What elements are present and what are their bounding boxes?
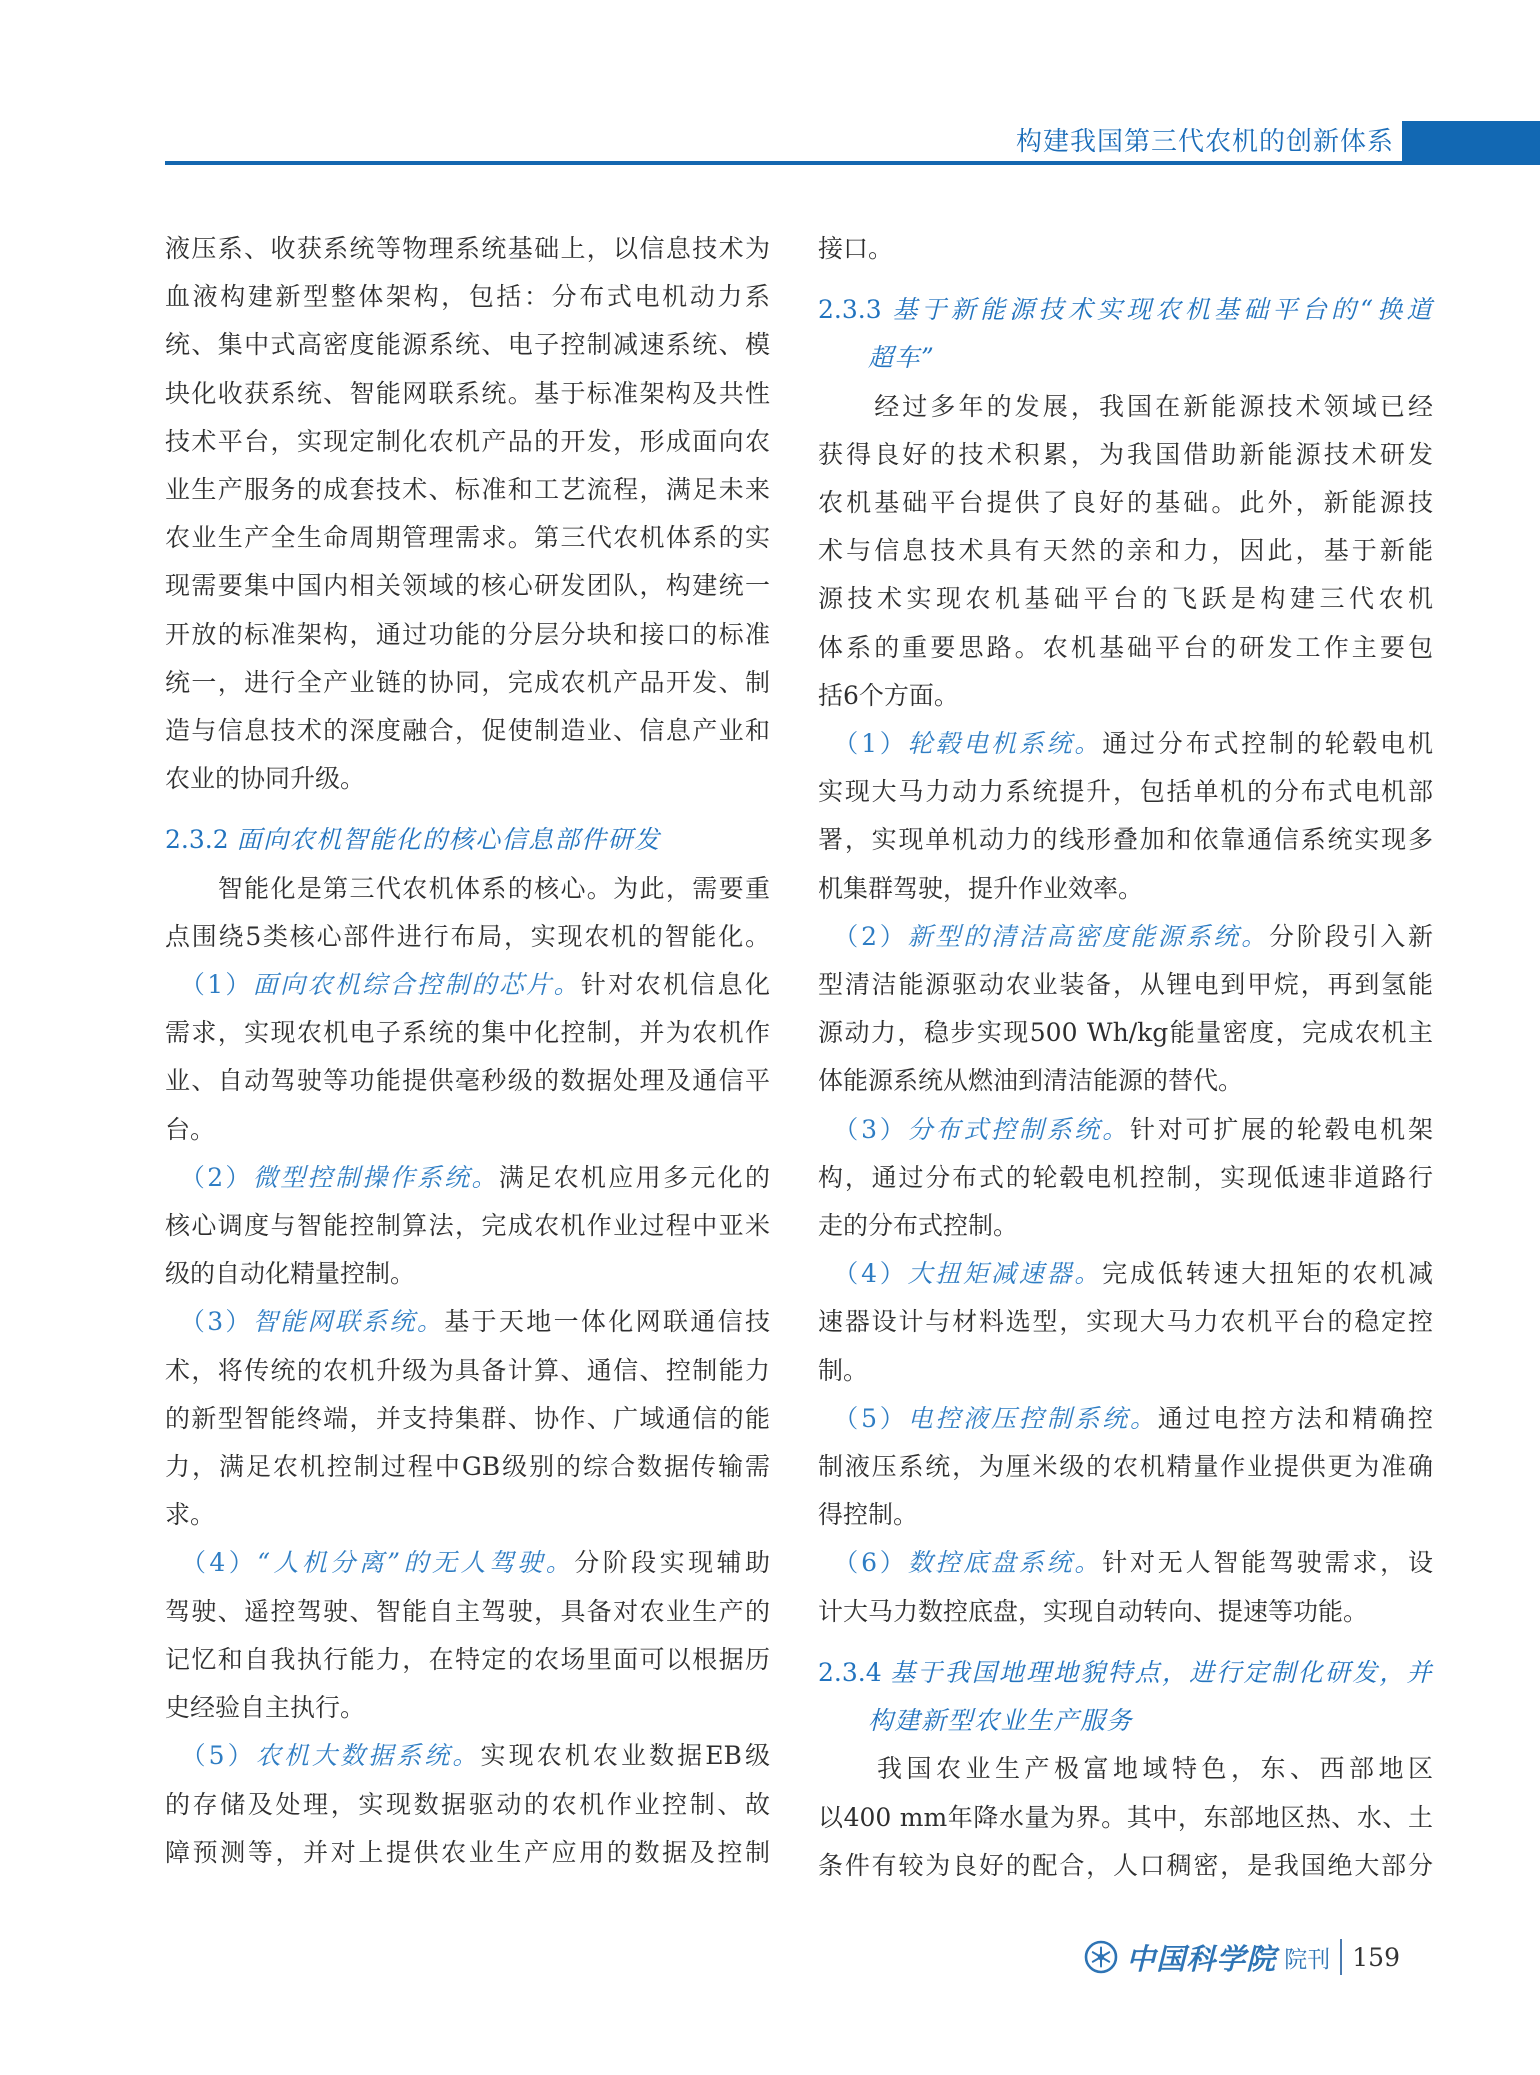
text-line	[165, 659, 770, 707]
body-text-segment: 造与信息技术的深度融合，促使制造业、信息产业和	[165, 716, 770, 746]
text-line	[165, 1298, 770, 1346]
body-text-segment: 接口。	[818, 234, 894, 263]
body-text-segment: 条件有较为良好的配合，人口稠密，是我国绝大部分	[818, 1850, 1433, 1880]
body-text-segment: 血液构建新型整体架构，包括：分布式电机动力系	[165, 282, 770, 312]
text-line	[165, 1829, 770, 1877]
text-line	[818, 1250, 1433, 1298]
text-line	[818, 720, 1433, 768]
item-number-segment: （3）	[165, 1307, 253, 1337]
text-line	[165, 1781, 770, 1829]
text-line	[165, 418, 770, 466]
body-text-segment: 针对可扩展的轮毂电机架	[1130, 1114, 1433, 1144]
item-number-segment: （2）	[165, 1162, 253, 1192]
body-text-segment: 农机基础平台提供了良好的基础。此外，新能源技	[818, 488, 1433, 518]
text-line	[818, 624, 1433, 672]
body-text-segment: 针对无人智能驾驶需求，设	[1102, 1548, 1433, 1578]
body-text-segment: 得控制。	[818, 1500, 919, 1530]
body-text-segment: 农业生产全生命周期管理需求。第三代农机体系的实	[165, 523, 770, 553]
text-line	[165, 913, 770, 961]
body-text-segment: 的新型智能终端，并支持集群、协作、广域通信的能	[165, 1403, 770, 1433]
body-text-segment: 实现农机农业数据EB级	[480, 1741, 770, 1771]
body-text-segment: 统、集中式高密度能源系统、电子控制减速系统、模	[165, 330, 770, 360]
text-line	[165, 1057, 770, 1105]
text-line	[165, 1106, 770, 1154]
text-line	[165, 1250, 770, 1298]
text-line	[818, 961, 1433, 1009]
item-number-segment: （3）	[818, 1114, 908, 1144]
section-heading-line	[818, 286, 1433, 334]
right-column	[818, 225, 1433, 1890]
item-title-segment: 电控液压控制系统。	[907, 1403, 1158, 1433]
heading-text-segment: 超车”	[868, 343, 936, 373]
body-text-segment: 体能源系统从燃油到清洁能源的替代。	[818, 1066, 1244, 1096]
body-text-segment: 制。	[818, 1355, 869, 1385]
body-text-segment: 基于天地一体化网联通信技	[444, 1307, 770, 1337]
item-title-segment: “人机分离”的无人驾驶。	[257, 1548, 575, 1578]
cas-emblem-icon	[1084, 1940, 1118, 1974]
body-text-segment: 获得良好的技术积累，为我国借助新能源技术研发	[818, 439, 1433, 469]
body-text-segment: 术与信息技术具有天然的亲和力，因此，基于新能	[818, 536, 1433, 566]
item-title-segment: 轮毂电机系统。	[907, 729, 1103, 759]
body-text-segment: 实现大马力动力系统提升，包括单机的分布式电机部	[818, 777, 1433, 807]
item-number-segment: （5）	[818, 1403, 908, 1433]
footer-journal-label: 院刊	[1284, 1946, 1331, 1973]
text-line	[818, 1298, 1433, 1346]
body-text-segment: 史经验自主执行。	[165, 1693, 366, 1723]
text-line	[165, 1539, 770, 1587]
text-line	[818, 225, 1433, 273]
item-title-segment: 面向农机综合控制的芯片。	[252, 970, 581, 1000]
text-line	[818, 1106, 1433, 1154]
body-text-segment: 记忆和自我执行能力，在特定的农场里面可以根据历	[165, 1644, 770, 1674]
body-text-segment: 智能化是第三代农机体系的核心。为此，需要重	[165, 873, 770, 903]
left-column	[165, 225, 770, 1877]
body-text-segment: 驾驶、遥控驾驶、智能自主驾驶，具备对农业生产的	[165, 1596, 770, 1626]
text-line	[818, 527, 1433, 575]
heading-text-segment: 面向农机智能化的核心信息部件研发	[236, 825, 661, 855]
body-text-segment: 现需要集中国内相关领域的核心研发团队，构建统一	[165, 571, 770, 601]
item-number-segment: （5）	[165, 1741, 256, 1771]
text-line	[818, 1347, 1433, 1395]
text-line	[165, 273, 770, 321]
body-text-segment: 源技术实现农机基础平台的飞跃是构建三代农机	[818, 584, 1433, 614]
text-line	[165, 466, 770, 514]
text-line	[818, 1491, 1433, 1539]
body-text-segment: 核心调度与智能控制算法，完成农机作业过程中亚米	[165, 1211, 770, 1241]
item-title-segment: 大扭矩减速器。	[907, 1259, 1103, 1289]
footer-institution-name: 中国科学院	[1126, 1941, 1277, 1976]
text-line	[818, 768, 1433, 816]
text-line	[818, 1057, 1433, 1105]
item-number-segment: （4）	[165, 1548, 258, 1578]
text-line	[818, 1842, 1433, 1890]
body-text-segment: 我国农业生产极富地域特色，东、西部地区	[818, 1754, 1433, 1784]
body-text-segment: 开放的标准架构，通过功能的分层分块和接口的标准	[165, 619, 770, 649]
text-line	[818, 1539, 1433, 1587]
section-heading-line	[818, 1649, 1433, 1697]
body-text-segment: 级的自动化精量控制。	[165, 1259, 416, 1289]
text-line	[165, 865, 770, 913]
text-line	[165, 755, 770, 803]
item-title-segment: 新型的清洁高密度能源系统。	[907, 921, 1269, 951]
body-text-segment: 分阶段引入新	[1269, 921, 1433, 951]
text-line	[818, 383, 1433, 431]
text-line	[818, 816, 1433, 864]
text-line	[165, 1491, 770, 1539]
body-text-segment: 液压系、收获系统等物理系统基础上，以信息技术为	[165, 234, 770, 263]
text-line	[818, 575, 1433, 623]
text-line	[165, 1443, 770, 1491]
text-line	[165, 611, 770, 659]
text-line	[165, 1636, 770, 1684]
body-text-segment: 以400 mm年降水量为界。其中，东部地区热、水、土	[818, 1802, 1433, 1832]
item-title-segment: 农机大数据系统。	[255, 1741, 481, 1771]
item-number-segment: （1）	[165, 970, 253, 1000]
body-text-segment: 通过电控方法和精确控	[1157, 1403, 1433, 1433]
text-line	[818, 431, 1433, 479]
text-line	[818, 913, 1433, 961]
body-text-segment: 通过分布式控制的轮毂电机	[1102, 729, 1433, 759]
body-text-segment: 块化收获系统、智能网联系统。基于标准架构及共性	[165, 378, 770, 408]
heading-number-segment: 2.3.3	[818, 295, 893, 325]
body-text-segment: 满足农机应用多元化的	[498, 1162, 770, 1192]
text-line	[165, 1202, 770, 1250]
footer	[1084, 1934, 1400, 1980]
body-text-segment: 分阶段实现辅助	[574, 1548, 770, 1578]
item-number-segment: （2）	[818, 921, 908, 951]
body-text-segment: 业、自动驾驶等功能提供毫秒级的数据处理及通信平	[165, 1066, 770, 1096]
body-text-segment: 机集群驾驶，提升作业效率。	[818, 873, 1144, 903]
body-text-segment: 型清洁能源驱动农业装备，从锂电到甲烷，再到氢能	[818, 970, 1433, 1000]
body-text-segment: 体系的重要思路。农机基础平台的研发工作主要包	[818, 632, 1433, 662]
body-text-segment: 署，实现单机动力的线形叠加和依靠通信系统实现多	[818, 825, 1433, 855]
text-line	[818, 1009, 1433, 1057]
body-text-segment: 计大马力数控底盘，实现自动转向、提速等功能。	[818, 1596, 1369, 1626]
text-line	[165, 1395, 770, 1443]
text-line	[165, 514, 770, 562]
heading-text-segment: 基于我国地理地貌特点，进行定制化研发，并	[890, 1657, 1433, 1687]
text-line	[818, 672, 1433, 720]
body-text-segment: 术，将传统的农机升级为具备计算、通信、控制能力	[165, 1355, 770, 1385]
body-text-segment: 完成低转速大扭矩的农机减	[1102, 1259, 1433, 1289]
item-title-segment: 微型控制操作系统。	[252, 1162, 499, 1192]
heading-text-segment: 构建新型农业生产服务	[868, 1706, 1134, 1736]
header-accent-flag	[1402, 121, 1540, 164]
text-line	[818, 1588, 1433, 1636]
body-text-segment: 台。	[165, 1114, 216, 1144]
text-line	[818, 1794, 1433, 1842]
body-text-segment: 求。	[165, 1500, 216, 1530]
text-line	[818, 1154, 1433, 1202]
text-line	[818, 1745, 1433, 1793]
text-line	[165, 1732, 770, 1780]
body-text-segment: 技术平台，实现定制化农机产品的开发，形成面向农	[165, 426, 770, 456]
heading-number-segment: 2.3.2	[165, 825, 237, 855]
section-heading-line	[165, 816, 770, 864]
text-line	[165, 1154, 770, 1202]
body-text-segment: 速器设计与材料选型，实现大马力农机平台的稳定控	[818, 1307, 1433, 1337]
page-number: 159	[1352, 1942, 1400, 1972]
section-heading-line	[818, 334, 1433, 382]
text-line	[165, 562, 770, 610]
body-text-segment: 构，通过分布式的轮毂电机控制，实现低速非道路行	[818, 1162, 1433, 1192]
section-heading-line	[818, 1697, 1433, 1745]
body-text-segment: 制液压系统，为厘米级的农机精量作业提供更为准确	[818, 1452, 1433, 1482]
body-text-segment: 经过多年的发展，我国在新能源技术领域已经	[818, 391, 1433, 421]
text-line	[165, 1009, 770, 1057]
text-line	[165, 1347, 770, 1395]
body-text-segment: 需求，实现农机电子系统的集中化控制，并为农机作	[165, 1018, 770, 1048]
body-text-segment: 针对农机信息化	[580, 970, 770, 1000]
text-line	[165, 321, 770, 369]
item-number-segment: （4）	[818, 1259, 908, 1289]
body-text-segment: 的存储及处理，实现数据驱动的农机作业控制、故	[165, 1789, 770, 1819]
item-title-segment: 数控底盘系统。	[907, 1548, 1103, 1578]
item-title-segment: 分布式控制系统。	[907, 1114, 1130, 1144]
text-line	[165, 1684, 770, 1732]
body-text-segment: 障预测等，并对上提供农业生产应用的数据及控制	[165, 1837, 770, 1867]
text-line	[165, 225, 770, 273]
heading-text-segment: 基于新能源技术实现农机基础平台的“换道	[892, 295, 1433, 325]
text-line	[165, 370, 770, 418]
heading-number-segment: 2.3.4	[818, 1657, 891, 1687]
text-line	[818, 1202, 1433, 1250]
item-number-segment: （6）	[818, 1548, 908, 1578]
text-line	[165, 961, 770, 1009]
body-text-segment: 力，满足农机控制过程中GB级别的综合数据传输需	[165, 1452, 770, 1482]
body-text-segment: 括6个方面。	[818, 680, 959, 710]
body-text-segment: 点围绕5类核心部件进行布局，实现农机的智能化。	[165, 921, 770, 951]
text-line	[818, 479, 1433, 527]
body-text-segment: 统一，进行全产业链的协同，完成农机产品开发、制	[165, 667, 770, 697]
text-line	[165, 1588, 770, 1636]
body-text-segment: 农业的协同升级。	[165, 764, 366, 794]
body-text-segment: 源动力，稳步实现500 Wh/kg能量密度，完成农机主	[818, 1018, 1433, 1048]
item-title-segment: 智能网联系统。	[252, 1307, 445, 1337]
text-line	[818, 1443, 1433, 1491]
item-number-segment: （1）	[818, 729, 908, 759]
footer-divider	[1340, 1939, 1342, 1975]
running-head-title: 构建我国第三代农机的创新体系	[1015, 127, 1394, 157]
text-line	[818, 865, 1433, 913]
body-text-segment: 走的分布式控制。	[818, 1211, 1019, 1241]
body-text-segment: 业生产服务的成套技术、标准和工艺流程，满足未来	[165, 475, 770, 505]
text-line	[165, 707, 770, 755]
text-line	[818, 1395, 1433, 1443]
